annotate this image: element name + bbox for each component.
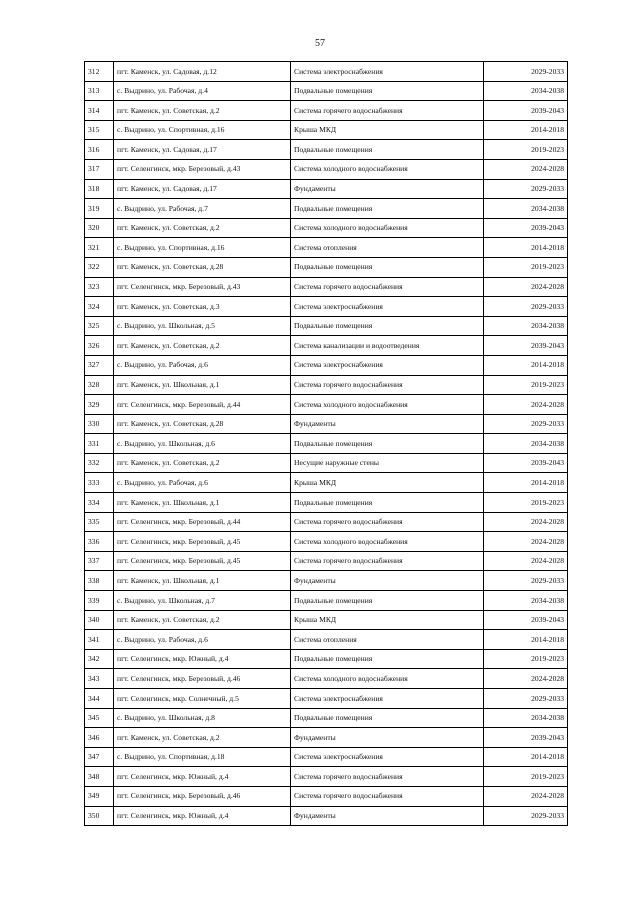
system-cell: Система горячего водоснабжения	[291, 767, 484, 787]
system-cell: Система холодного водоснабжения	[291, 218, 484, 238]
repair-schedule-table	[84, 61, 568, 826]
address-cell: пгт. Селенгинск, мкр. Южный, д.4	[114, 806, 291, 826]
period-cell: 2039-2043	[484, 728, 568, 748]
address-cell: пгт. Селенгинск, мкр. Березовый, д.43	[114, 277, 291, 297]
address-cell: пгт. Селенгинск, мкр. Солнечный, д.5	[114, 689, 291, 709]
period-cell: 2039-2043	[484, 101, 568, 121]
system-cell: Система электроснабжения	[291, 747, 484, 767]
system-cell: Подвальные помещения	[291, 434, 484, 454]
address-cell: пгт. Каменск, ул. Садовая, д.17	[114, 179, 291, 199]
system-cell: Подвальные помещения	[291, 257, 484, 277]
row-number-cell: 326	[85, 336, 114, 356]
row-number-cell: 325	[85, 316, 114, 336]
table-row	[85, 120, 568, 140]
table-row	[85, 355, 568, 375]
system-cell: Крыша МКД	[291, 120, 484, 140]
address-cell: пгт. Каменск, ул. Советская, д.3	[114, 297, 291, 317]
table-row	[85, 238, 568, 258]
row-number-cell: 345	[85, 708, 114, 728]
period-cell: 2019-2023	[484, 257, 568, 277]
table-row	[85, 179, 568, 199]
address-cell: пгт. Каменск, ул. Советская, д.2	[114, 453, 291, 473]
table-row	[85, 591, 568, 611]
address-cell: пгт. Селенгинск, мкр. Березовый, д.46	[114, 786, 291, 806]
row-number-cell: 316	[85, 140, 114, 160]
period-cell: 2024-2028	[484, 512, 568, 532]
system-cell: Система канализации и водоотведения	[291, 336, 484, 356]
period-cell: 2039-2043	[484, 218, 568, 238]
period-cell: 2024-2028	[484, 669, 568, 689]
table-row	[85, 257, 568, 277]
system-cell: Подвальные помещения	[291, 199, 484, 219]
period-cell: 2019-2023	[484, 375, 568, 395]
row-number-cell: 349	[85, 786, 114, 806]
table-row	[85, 140, 568, 160]
address-cell: с. Выдрино, ул. Спортивная, д.16	[114, 238, 291, 258]
row-number-cell: 329	[85, 395, 114, 415]
row-number-cell: 347	[85, 747, 114, 767]
address-cell: пгт. Каменск, ул. Советская, д.2	[114, 101, 291, 121]
table-row	[85, 277, 568, 297]
address-cell: с. Выдрино, ул. Школьная, д.5	[114, 316, 291, 336]
row-number-cell: 314	[85, 101, 114, 121]
row-number-cell: 335	[85, 512, 114, 532]
table-row	[85, 395, 568, 415]
address-cell: с. Выдрино, ул. Школьная, д.8	[114, 708, 291, 728]
table-row	[85, 571, 568, 591]
system-cell: Фундаменты	[291, 179, 484, 199]
row-number-cell: 332	[85, 453, 114, 473]
table-row	[85, 297, 568, 317]
period-cell: 2024-2028	[484, 395, 568, 415]
address-cell: пгт. Селенгинск, мкр. Березовый, д.43	[114, 159, 291, 179]
period-cell: 2034-2038	[484, 316, 568, 336]
system-cell: Фундаменты	[291, 806, 484, 826]
address-cell: пгт. Каменск, ул. Советская, д.2	[114, 610, 291, 630]
table-row	[85, 336, 568, 356]
address-cell: пгт. Каменск, ул. Советская, д.2	[114, 728, 291, 748]
table-row	[85, 512, 568, 532]
period-cell: 2014-2018	[484, 355, 568, 375]
period-cell: 2019-2023	[484, 649, 568, 669]
period-cell: 2029-2033	[484, 689, 568, 709]
row-number-cell: 327	[85, 355, 114, 375]
address-cell: с. Выдрино, ул. Спортивная, д.18	[114, 747, 291, 767]
table-row	[85, 649, 568, 669]
system-cell: Фундаменты	[291, 414, 484, 434]
system-cell: Система горячего водоснабжения	[291, 101, 484, 121]
system-cell: Подвальные помещения	[291, 708, 484, 728]
system-cell: Подвальные помещения	[291, 140, 484, 160]
address-cell: с. Выдрино, ул. Рабочая, д.4	[114, 81, 291, 101]
period-cell: 2014-2018	[484, 630, 568, 650]
row-number-cell: 348	[85, 767, 114, 787]
table-row	[85, 669, 568, 689]
row-number-cell: 343	[85, 669, 114, 689]
address-cell: пгт. Селенгинск, мкр. Березовый, д.45	[114, 532, 291, 552]
table-row	[85, 218, 568, 238]
table-row	[85, 747, 568, 767]
address-cell: с. Выдрино, ул. Рабочая, д.6	[114, 630, 291, 650]
table-row	[85, 551, 568, 571]
system-cell: Система горячего водоснабжения	[291, 277, 484, 297]
period-cell: 2034-2038	[484, 81, 568, 101]
table-row	[85, 708, 568, 728]
address-cell: с. Выдрино, ул. Спортивная, д.16	[114, 120, 291, 140]
system-cell: Система электроснабжения	[291, 689, 484, 709]
period-cell: 2034-2038	[484, 434, 568, 454]
table-row	[85, 453, 568, 473]
system-cell: Система горячего водоснабжения	[291, 375, 484, 395]
system-cell: Фундаменты	[291, 571, 484, 591]
table-row	[85, 101, 568, 121]
table-body	[85, 62, 568, 826]
system-cell: Система электроснабжения	[291, 355, 484, 375]
period-cell: 2029-2033	[484, 297, 568, 317]
address-cell: пгт. Каменск, ул. Садовая, д.17	[114, 140, 291, 160]
address-cell: пгт. Каменск, ул. Школьная, д.1	[114, 375, 291, 395]
system-cell: Система горячего водоснабжения	[291, 512, 484, 532]
address-cell: пгт. Каменск, ул. Советская, д.28	[114, 257, 291, 277]
row-number-cell: 321	[85, 238, 114, 258]
row-number-cell: 333	[85, 473, 114, 493]
row-number-cell: 330	[85, 414, 114, 434]
period-cell: 2024-2028	[484, 786, 568, 806]
table-row	[85, 375, 568, 395]
address-cell: пгт. Селенгинск, мкр. Березовый, д.45	[114, 551, 291, 571]
address-cell: пгт. Каменск, ул. Советская, д.28	[114, 414, 291, 434]
table-row	[85, 473, 568, 493]
system-cell: Система холодного водоснабжения	[291, 395, 484, 415]
table-row	[85, 786, 568, 806]
row-number-cell: 324	[85, 297, 114, 317]
period-cell: 2034-2038	[484, 591, 568, 611]
period-cell: 2014-2018	[484, 238, 568, 258]
system-cell: Несущие наружные стены	[291, 453, 484, 473]
page-number: 57	[315, 38, 325, 49]
system-cell: Крыша МКД	[291, 473, 484, 493]
row-number-cell: 346	[85, 728, 114, 748]
system-cell: Подвальные помещения	[291, 81, 484, 101]
row-number-cell: 322	[85, 257, 114, 277]
address-cell: пгт. Каменск, ул. Советская, д.2	[114, 336, 291, 356]
row-number-cell: 342	[85, 649, 114, 669]
row-number-cell: 319	[85, 199, 114, 219]
row-number-cell: 344	[85, 689, 114, 709]
row-number-cell: 315	[85, 120, 114, 140]
system-cell: Фундаменты	[291, 728, 484, 748]
row-number-cell: 328	[85, 375, 114, 395]
period-cell: 2024-2028	[484, 551, 568, 571]
address-cell: пгт. Каменск, ул. Школьная, д.1	[114, 493, 291, 513]
table-row	[85, 493, 568, 513]
row-number-cell: 350	[85, 806, 114, 826]
system-cell: Система электроснабжения	[291, 297, 484, 317]
period-cell: 2024-2028	[484, 532, 568, 552]
row-number-cell: 320	[85, 218, 114, 238]
period-cell: 2034-2038	[484, 708, 568, 728]
period-cell: 2029-2033	[484, 806, 568, 826]
table-row	[85, 728, 568, 748]
system-cell: Крыша МКД	[291, 610, 484, 630]
address-cell: пгт. Селенгинск, мкр. Березовый, д.44	[114, 395, 291, 415]
row-number-cell: 331	[85, 434, 114, 454]
row-number-cell: 313	[85, 81, 114, 101]
period-cell: 2019-2023	[484, 767, 568, 787]
address-cell: с. Выдрино, ул. Рабочая, д.6	[114, 473, 291, 493]
row-number-cell: 323	[85, 277, 114, 297]
table-row	[85, 434, 568, 454]
row-number-cell: 317	[85, 159, 114, 179]
period-cell: 2029-2033	[484, 414, 568, 434]
row-number-cell: 336	[85, 532, 114, 552]
period-cell: 2029-2033	[484, 62, 568, 82]
row-number-cell: 318	[85, 179, 114, 199]
table-row	[85, 806, 568, 826]
system-cell: Подвальные помещения	[291, 591, 484, 611]
row-number-cell: 339	[85, 591, 114, 611]
table-row	[85, 532, 568, 552]
period-cell: 2034-2038	[484, 199, 568, 219]
address-cell: пгт. Каменск, ул. Садовая, д.12	[114, 62, 291, 82]
period-cell: 2024-2028	[484, 159, 568, 179]
table-row	[85, 689, 568, 709]
system-cell: Подвальные помещения	[291, 649, 484, 669]
address-cell: пгт. Селенгинск, мкр. Южный, д.4	[114, 649, 291, 669]
address-cell: пгт. Селенгинск, мкр. Березовый, д.44	[114, 512, 291, 532]
table-row	[85, 199, 568, 219]
table-row	[85, 767, 568, 787]
row-number-cell: 334	[85, 493, 114, 513]
address-cell: с. Выдрино, ул. Школьная, д.6	[114, 434, 291, 454]
address-cell: пгт. Каменск, ул. Школьная, д.1	[114, 571, 291, 591]
system-cell: Система холодного водоснабжения	[291, 669, 484, 689]
system-cell: Система отопления	[291, 630, 484, 650]
period-cell: 2039-2043	[484, 336, 568, 356]
table-row	[85, 81, 568, 101]
period-cell: 2024-2028	[484, 277, 568, 297]
table-row	[85, 630, 568, 650]
period-cell: 2019-2023	[484, 493, 568, 513]
table-row	[85, 610, 568, 630]
system-cell: Система холодного водоснабжения	[291, 532, 484, 552]
row-number-cell: 341	[85, 630, 114, 650]
system-cell: Система отопления	[291, 238, 484, 258]
row-number-cell: 337	[85, 551, 114, 571]
system-cell: Подвальные помещения	[291, 493, 484, 513]
system-cell: Подвальные помещения	[291, 316, 484, 336]
system-cell: Система горячего водоснабжения	[291, 551, 484, 571]
system-cell: Система холодного водоснабжения	[291, 159, 484, 179]
period-cell: 2014-2018	[484, 747, 568, 767]
address-cell: с. Выдрино, ул. Рабочая, д.6	[114, 355, 291, 375]
table-row	[85, 316, 568, 336]
address-cell: с. Выдрино, ул. Рабочая, д.7	[114, 199, 291, 219]
period-cell: 2029-2033	[484, 571, 568, 591]
address-cell: пгт. Селенгинск, мкр. Южный, д.4	[114, 767, 291, 787]
row-number-cell: 338	[85, 571, 114, 591]
address-cell: пгт. Каменск, ул. Советская, д.2	[114, 218, 291, 238]
system-cell: Система электроснабжения	[291, 62, 484, 82]
period-cell: 2014-2018	[484, 120, 568, 140]
period-cell: 2029-2033	[484, 179, 568, 199]
period-cell: 2039-2043	[484, 453, 568, 473]
period-cell: 2014-2018	[484, 473, 568, 493]
address-cell: пгт. Селенгинск, мкр. Березовый, д.46	[114, 669, 291, 689]
row-number-cell: 340	[85, 610, 114, 630]
system-cell: Система горячего водоснабжения	[291, 786, 484, 806]
period-cell: 2039-2043	[484, 610, 568, 630]
table-row	[85, 62, 568, 82]
address-cell: с. Выдрино, ул. Школьная, д.7	[114, 591, 291, 611]
table-row	[85, 159, 568, 179]
table-row	[85, 414, 568, 434]
period-cell: 2019-2023	[484, 140, 568, 160]
row-number-cell: 312	[85, 62, 114, 82]
